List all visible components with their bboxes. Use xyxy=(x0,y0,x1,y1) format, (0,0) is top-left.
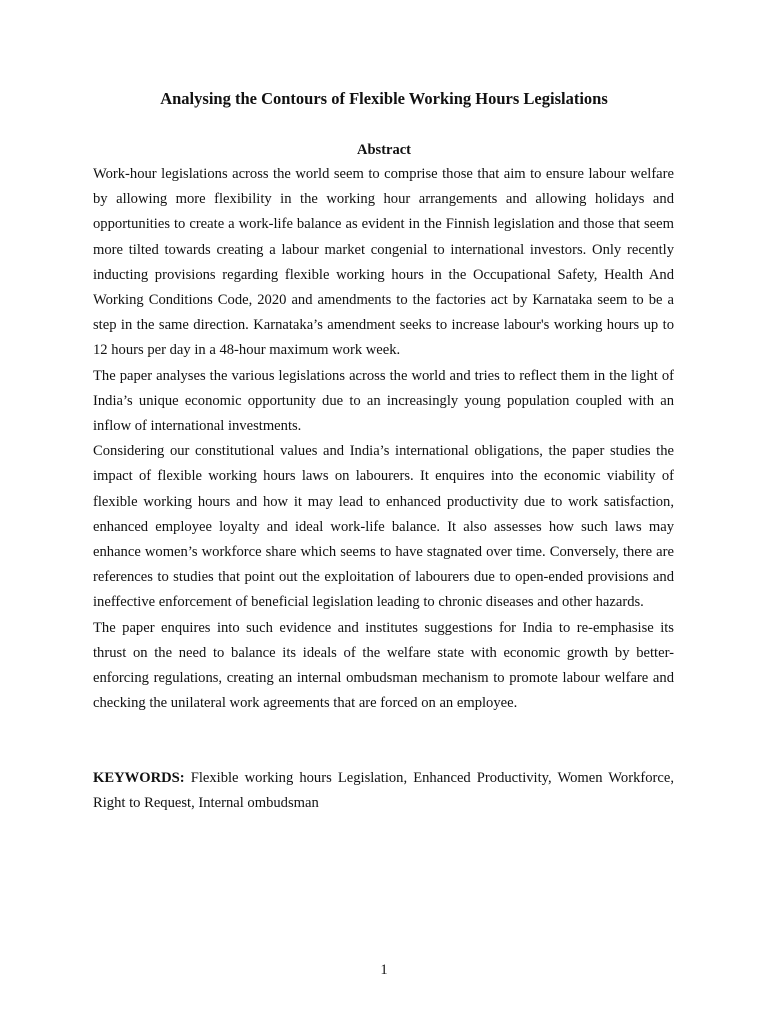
abstract-paragraph-4: The paper enquires into such evidence and institutes suggestions for India to re-emphasise its thrust on the need to balance its ideals of the welfare state with economic growth by better-enforcing regulations, creating an internal ombudsman mechanism to promote labour welfare and checking the unilateral work agreements that are forced on an employee. xyxy=(93,619,674,712)
abstract-paragraph-3: Considering our constitutional values and India’s international obligations, the paper studies the impact of flexible working hours laws on labourers. It enquires into the economic viability of flexible working hours and how it may lead to enhanced productivity due to work satisfaction, enhanced employee loyalty and ideal work-life balance. It also assesses how such laws may enhance women’s workforce share which seems to have stagnated over time. Conversely, there are references to studies that point out the exploitation of labourers due to open-ended provisions and ineffective enforcement of beneficial legislation leading to chronic diseases and other hazards. xyxy=(93,443,674,611)
keywords-text: Flexible working hours Legislation, Enhanced Productivity, Women Workforce, Right to Request, Internal ombudsman xyxy=(93,770,674,812)
abstract-paragraph-2: The paper analyses the various legislations across the world and tries to reflect them in the light of India’s unique economic opportunity due to an increasingly young population coupled with an inflow of international investments. xyxy=(93,367,674,435)
document-title: Analysing the Contours of Flexible Working Hours Legislations xyxy=(160,89,608,108)
abstract-paragraph-1: Work-hour legislations across the world seem to comprise those that aim to ensure labour welfare by allowing more flexibility in the working hour arrangements and allowing holidays and opportunities to create a work-life balance as evident in the Finnish legislation and those that seem more tilted towards creating a labour market congenial to international investors. Only recently inducting provisions regarding flexible working hours in the Occupational Safety, Health And Working Conditions Code, 2020 and amendments to the factories act by Karnataka seem to be a step in the same direction. Karnataka’s amendment seeks to increase labour's working hours up to 12 hours per day in a 48-hour maximum work week. xyxy=(93,166,674,359)
abstract-heading: Abstract xyxy=(357,142,411,158)
abstract-body xyxy=(93,162,674,716)
keywords-line xyxy=(93,766,674,816)
page-number: 1 xyxy=(380,962,388,978)
keywords-label: KEYWORDS: xyxy=(93,770,185,786)
